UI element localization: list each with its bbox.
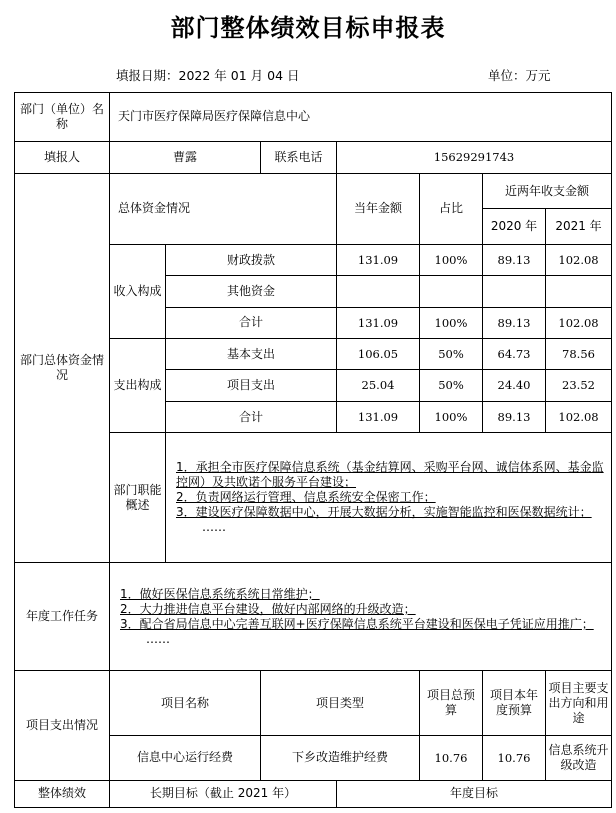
y2020-cell: 89.13 bbox=[483, 401, 546, 432]
project-annual-header: 项目本年度预算 bbox=[483, 671, 546, 736]
long-term-goal-header: 长期目标（截止 2021 年） bbox=[110, 780, 337, 807]
row-name: 合计 bbox=[166, 307, 337, 338]
funds-section-label: 部门总体资金情况 bbox=[15, 174, 110, 563]
phone-value: 15629291743 bbox=[337, 141, 612, 173]
filler-row bbox=[15, 141, 612, 173]
ratio-cell: 100% bbox=[420, 307, 483, 338]
tasks-label: 年度工作任务 bbox=[15, 562, 110, 670]
project-name: 信息中心运行经费 bbox=[110, 736, 261, 781]
duty-item: 2．负责网络运行管理、信息系统安全保密工作； bbox=[176, 490, 436, 505]
amount-cell bbox=[337, 276, 420, 307]
task-item: 2．大力推进信息平台建设，做好内部网络的升级改造； bbox=[120, 601, 416, 616]
annual-goal-header: 年度目标 bbox=[337, 780, 612, 807]
y2020-cell bbox=[483, 276, 546, 307]
row-name: 基本支出 bbox=[166, 339, 337, 370]
filler-label: 填报人 bbox=[15, 141, 110, 173]
amount-cell: 106.05 bbox=[337, 339, 420, 370]
year-2020-header: 2020 年 bbox=[483, 209, 546, 244]
y2020-cell: 24.40 bbox=[483, 370, 546, 401]
dept-row bbox=[15, 93, 612, 142]
duties-label: 部门职能概述 bbox=[110, 433, 166, 563]
y2020-cell: 89.13 bbox=[483, 244, 546, 275]
duties-ellipsis: …… bbox=[202, 520, 226, 535]
ratio-cell: 50% bbox=[420, 370, 483, 401]
amount-cell: 131.09 bbox=[337, 307, 420, 338]
projects-label: 项目支出情况 bbox=[15, 671, 110, 780]
amount-cell: 131.09 bbox=[337, 401, 420, 432]
y2020-cell: 89.13 bbox=[483, 307, 546, 338]
project-total: 10.76 bbox=[420, 736, 483, 781]
expense-label: 支出构成 bbox=[110, 339, 166, 433]
row-name: 项目支出 bbox=[166, 370, 337, 401]
row-name: 合计 bbox=[166, 401, 337, 432]
ratio-header: 占比 bbox=[420, 174, 483, 245]
task-item: 3．配合省局信息中心完善互联网+医疗保障信息系统平台建设和医保电子凭证应用推广； bbox=[120, 616, 594, 631]
project-purpose-header: 项目主要支出方向和用途 bbox=[546, 671, 612, 736]
task-item: 1．做好医保信息系统系统日常维护； bbox=[120, 586, 320, 601]
row-name: 财政拨款 bbox=[166, 244, 337, 275]
year-2021-header: 2021 年 bbox=[546, 209, 612, 244]
performance-row bbox=[15, 780, 612, 807]
overall-funds-label: 总体资金情况 bbox=[110, 174, 337, 245]
ratio-cell bbox=[420, 276, 483, 307]
performance-form-table bbox=[14, 92, 612, 808]
page-title: 部门整体绩效目标申报表 bbox=[170, 13, 446, 42]
tasks-content bbox=[110, 562, 612, 670]
y2021-cell: 102.08 bbox=[546, 307, 612, 338]
y2020-cell: 64.73 bbox=[483, 339, 546, 370]
y2021-cell: 23.52 bbox=[546, 370, 612, 401]
filler-name: 曹露 bbox=[110, 141, 261, 173]
amount-cell: 25.04 bbox=[337, 370, 420, 401]
tasks-row bbox=[15, 562, 612, 670]
project-type-header: 项目类型 bbox=[261, 671, 420, 736]
performance-label: 整体绩效 bbox=[15, 780, 110, 807]
y2021-cell: 78.56 bbox=[546, 339, 612, 370]
dept-label: 部门（单位）名称 bbox=[15, 93, 110, 142]
amount-header: 当年金额 bbox=[337, 174, 420, 245]
project-name-header: 项目名称 bbox=[110, 671, 261, 736]
y2021-cell: 102.08 bbox=[546, 244, 612, 275]
fill-date: 填报日期：2022 年 01 月 04 日 bbox=[116, 68, 300, 83]
y2021-cell: 102.08 bbox=[546, 401, 612, 432]
duty-item: 1．承担全市医疗保障信息系统（基金结算网、采购平台网、诚信体系网、基金监控网）及共欧诺个服务平台建设； bbox=[176, 460, 604, 490]
duty-item: 3．建设医疗保障数据中心，开展大数据分析，实施智能监控和医保数据统计； bbox=[176, 505, 592, 520]
project-annual: 10.76 bbox=[483, 736, 546, 781]
dept-name: 天门市医疗保障局医疗保障信息中心 bbox=[110, 93, 612, 142]
ratio-cell: 100% bbox=[420, 401, 483, 432]
project-total-header: 项目总预算 bbox=[420, 671, 483, 736]
project-type: 下乡改造维护经费 bbox=[261, 736, 420, 781]
y2021-cell bbox=[546, 276, 612, 307]
project-purpose: 信息系统升级改造 bbox=[546, 736, 612, 781]
funds-header-row bbox=[15, 174, 612, 209]
amount-cell: 131.09 bbox=[337, 244, 420, 275]
row-name: 其他资金 bbox=[166, 276, 337, 307]
duties-content bbox=[166, 433, 612, 563]
income-label: 收入构成 bbox=[110, 244, 166, 338]
tasks-ellipsis: …… bbox=[146, 631, 170, 646]
ratio-cell: 50% bbox=[420, 339, 483, 370]
ratio-cell: 100% bbox=[420, 244, 483, 275]
unit-label: 单位：万元 bbox=[488, 68, 551, 83]
recent-years-header: 近两年收支金额 bbox=[483, 174, 612, 209]
projects-header-row bbox=[15, 671, 612, 736]
phone-label: 联系电话 bbox=[261, 141, 337, 173]
